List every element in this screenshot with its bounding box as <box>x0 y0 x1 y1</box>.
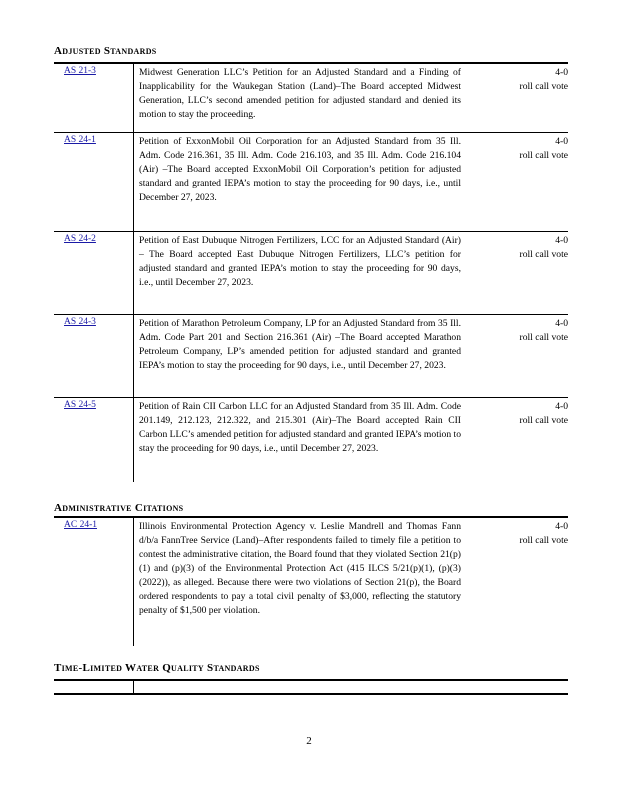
case-description: Illinois Environmental Protection Agency v. Leslie Mandrell and Thomas Fann d/b/a FannTree Service (Land)–After respondents failed to timely file a petition to contest the administrative citation, the Board found that they violated Section 21(p)(1) and (p)(3) of the Environmental Protection Act (415 ILCS 5/21(p)(1), (p)(3) (2022)), as alleged. Because there were two violations of Section 21(p), the Board ordered respondents to pay a total civil penalty of $3,000, reflecting the statutory penalty of $1,500 per violation. <box>139 521 461 616</box>
docket-link[interactable]: AC 24-1 <box>54 518 134 646</box>
vote-cell <box>465 133 568 231</box>
table-row <box>54 231 568 314</box>
vote-type: roll call vote <box>519 415 568 426</box>
case-description: Petition of Marathon Petroleum Company, LP for an Adjusted Standard from 35 Ill. Adm. Code Part 201 and Section 216.361 (Air) –The Board accepted Marathon Petroleum Company, LP’s amended petition for adjusted standard and granted IEPA’s motion to stay the proceeding for 90 days, i.e., until December 27, 2023. <box>139 318 461 371</box>
table-row <box>54 62 568 132</box>
table-row <box>54 314 568 397</box>
vote-count: 4-0 <box>555 401 568 412</box>
vote-cell <box>465 315 568 397</box>
docket-link[interactable]: AS 24-2 <box>54 232 134 314</box>
page-number: 2 <box>306 735 312 747</box>
vote-cell <box>465 232 568 314</box>
docket-link[interactable]: AS 24-5 <box>54 398 134 482</box>
section-heading-adjusted-standards: Adjusted Standards <box>54 45 157 57</box>
vote-cell <box>465 398 568 482</box>
section-heading-administrative-citations: Administrative Citations <box>54 502 184 514</box>
vote-type: roll call vote <box>519 249 568 260</box>
case-description: Petition of Rain CII Carbon LLC for an Adjusted Standard from 35 Ill. Adm. Code 201.149, 212.123, 212.322, and 215.301 (Air)–The Board accepted Rain CII Carbon LLC’s amended petition for adjusted standard and granted IEPA’s motion to stay the proceeding for 90 days, i.e., until December 27, 2023. <box>139 401 461 454</box>
case-description: Petition of ExxonMobil Oil Corporation for an Adjusted Standard from 35 Ill. Adm. Code 216.361, 35 Ill. Adm. Code 216.103, and 35 Ill. Adm. Code 216.104 (Air) –The Board accepted ExxonMobil Oil Corporation’s petition for adjusted standard and granted IEPA’s motion to stay the proceeding for 90 days, i.e., until December 27, 2023. <box>139 136 461 203</box>
docket-link[interactable]: AS 21-3 <box>54 64 134 132</box>
vote-cell <box>465 518 568 646</box>
section-heading-time-limited-wqs: Time-Limited Water Quality Standards <box>54 662 260 674</box>
table-row <box>54 516 568 646</box>
vote-cell <box>465 64 568 132</box>
table-bottom-rule <box>54 693 568 695</box>
vote-count: 4-0 <box>555 136 568 147</box>
vote-type: roll call vote <box>519 535 568 546</box>
vote-count: 4-0 <box>555 318 568 329</box>
vote-type: roll call vote <box>519 332 568 343</box>
adjusted-standards-table <box>54 62 568 482</box>
table-row <box>54 132 568 231</box>
case-description: Midwest Generation LLC’s Petition for an Adjusted Standard and a Finding of Inapplicability for the Waukegan Station (Land)–The Board accepted Midwest Generation, LLC’s second amended petition for adjusted standard and denied its motion to stay the proceeding. <box>139 67 461 120</box>
table-row <box>54 397 568 482</box>
docket-link[interactable]: AS 24-3 <box>54 315 134 397</box>
vote-type: roll call vote <box>519 150 568 161</box>
vote-count: 4-0 <box>555 521 568 532</box>
vote-count: 4-0 <box>555 67 568 78</box>
vote-type: roll call vote <box>519 81 568 92</box>
case-description: Petition of East Dubuque Nitrogen Fertilizers, LCC for an Adjusted Standard (Air) – The Board accepted East Dubuque Nitrogen Fertilizers, LLC’s petition for adjusted standard and granted IEPA’s motion to stay the proceeding for 90 days, i.e., until December 27, 2023. <box>139 235 461 288</box>
docket-link[interactable]: AS 24-1 <box>54 133 134 231</box>
administrative-citations-table <box>54 516 568 646</box>
vote-count: 4-0 <box>555 235 568 246</box>
